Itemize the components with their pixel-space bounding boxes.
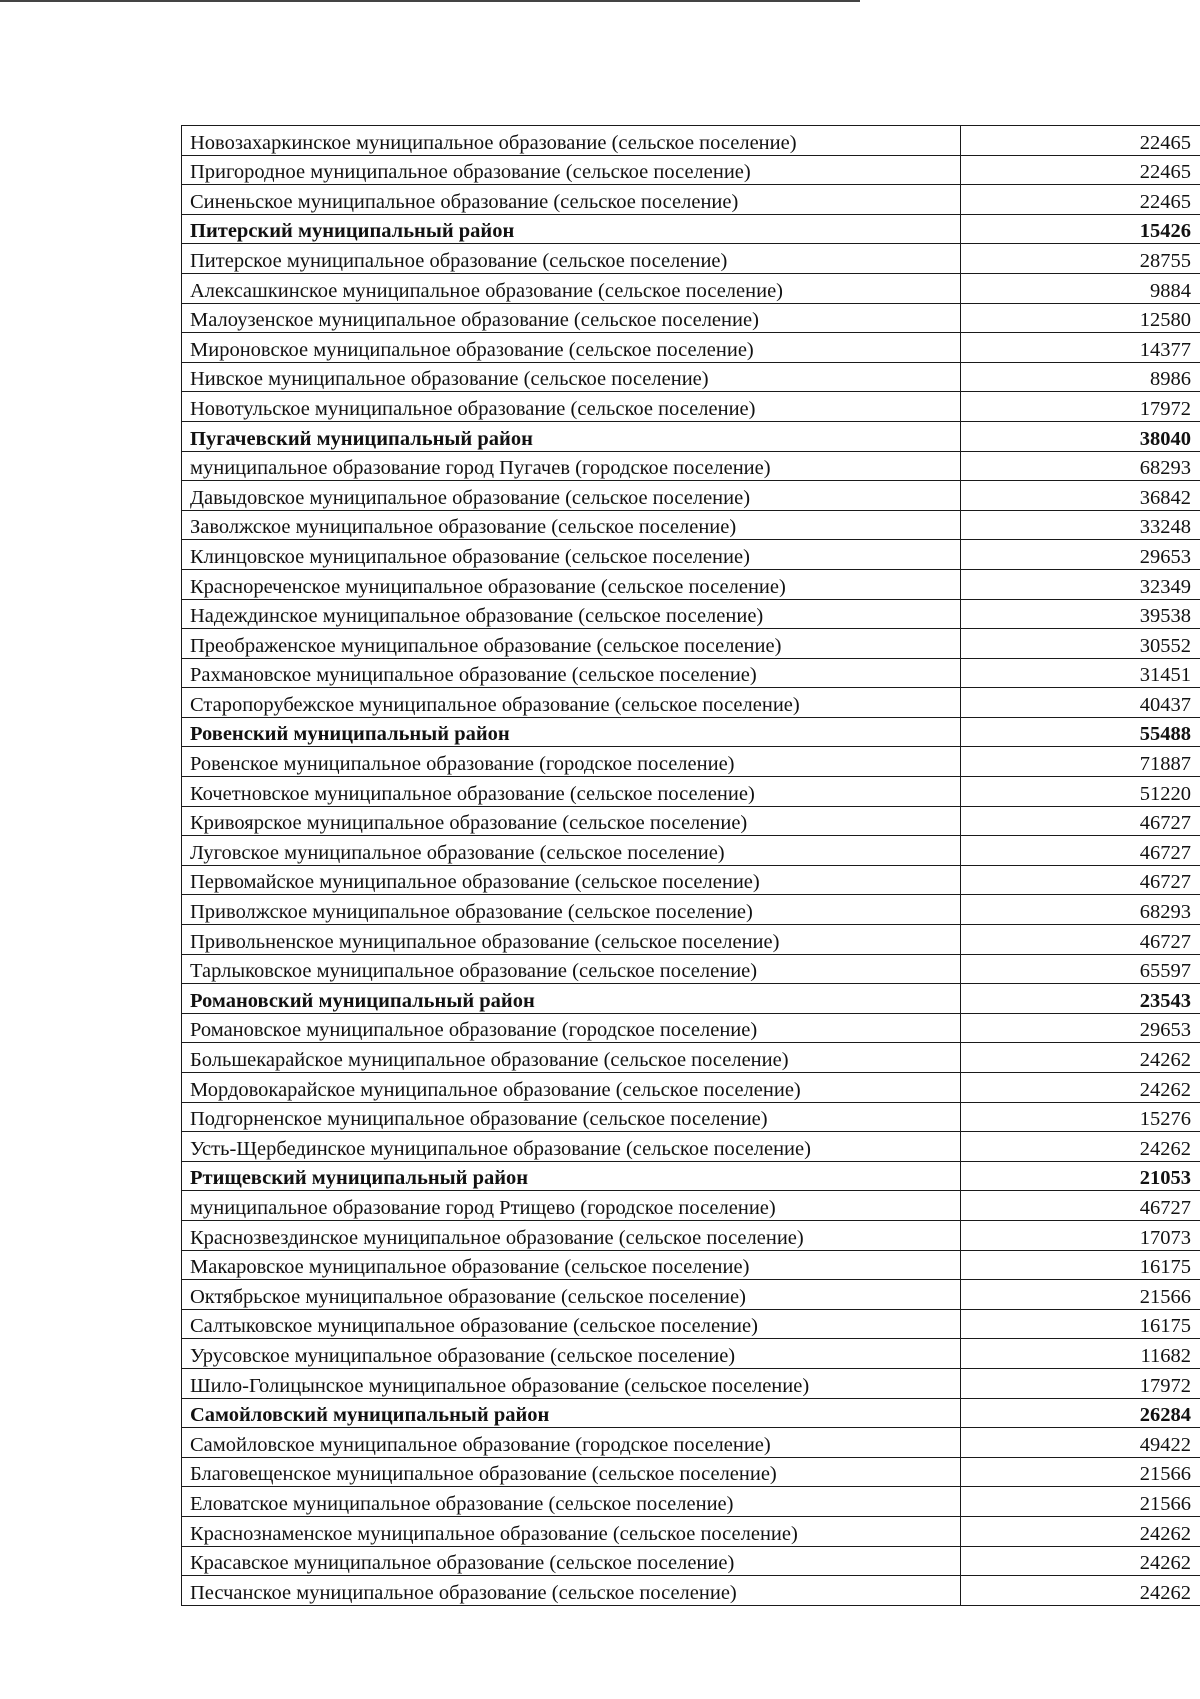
settlement-name-cell: Еловатское муниципальное образование (сельское поселение) [182, 1487, 961, 1517]
settlement-name-cell: Луговское муниципальное образование (сельское поселение) [182, 836, 961, 866]
settlement-name-cell: Октябрьское муниципальное образование (сельское поселение) [182, 1280, 961, 1310]
district-row [182, 421, 1200, 451]
settlement-amount-cell: 46727 [961, 806, 1200, 836]
settlement-row [182, 688, 1200, 718]
settlement-row [182, 777, 1200, 807]
settlement-amount-cell: 30552 [961, 629, 1200, 659]
settlement-row [182, 747, 1200, 777]
settlement-name-cell: Новотульское муниципальное образование (сельское поселение) [182, 392, 961, 422]
settlement-amount-cell: 39538 [961, 599, 1200, 629]
settlement-row [182, 1013, 1200, 1043]
settlement-row [182, 303, 1200, 333]
settlement-name-cell: Старопорубежское муниципальное образование (сельское поселение) [182, 688, 961, 718]
settlement-amount-cell: 29653 [961, 540, 1200, 570]
settlement-name-cell: Давыдовское муниципальное образование (сельское поселение) [182, 481, 961, 511]
settlement-row [182, 510, 1200, 540]
settlement-row [182, 392, 1200, 422]
settlement-amount-cell: 24262 [961, 1043, 1200, 1073]
settlement-row [182, 1191, 1200, 1221]
settlement-row [182, 1250, 1200, 1280]
settlement-amount-cell: 49422 [961, 1428, 1200, 1458]
settlement-name-cell: Малоузенское муниципальное образование (сельское поселение) [182, 303, 961, 333]
settlement-name-cell: Самойловское муниципальное образование (городское поселение) [182, 1428, 961, 1458]
settlement-name-cell: Кривоярское муниципальное образование (сельское поселение) [182, 806, 961, 836]
settlement-amount-cell: 17073 [961, 1220, 1200, 1250]
settlement-amount-cell: 31451 [961, 658, 1200, 688]
settlement-row [182, 954, 1200, 984]
settlement-amount-cell: 12580 [961, 303, 1200, 333]
scan-top-edge [0, 0, 860, 2]
table-body [182, 126, 1200, 1606]
settlement-name-cell: Песчанское муниципальное образование (сельское поселение) [182, 1576, 961, 1606]
district-row [182, 717, 1200, 747]
settlement-amount-cell: 11682 [961, 1339, 1200, 1369]
settlement-row [182, 569, 1200, 599]
settlement-name-cell: Макаровское муниципальное образование (сельское поселение) [182, 1250, 961, 1280]
settlement-name-cell: Романовское муниципальное образование (городское поселение) [182, 1013, 961, 1043]
settlement-amount-cell: 68293 [961, 895, 1200, 925]
settlement-amount-cell: 16175 [961, 1250, 1200, 1280]
settlement-amount-cell: 24262 [961, 1546, 1200, 1576]
settlement-name-cell: Новозахаркинское муниципальное образование (сельское поселение) [182, 126, 961, 156]
settlement-amount-cell: 21566 [961, 1457, 1200, 1487]
district-amount-cell: 21053 [961, 1161, 1200, 1191]
settlement-row [182, 1043, 1200, 1073]
settlement-row [182, 658, 1200, 688]
settlement-name-cell: Преображенское муниципальное образование (сельское поселение) [182, 629, 961, 659]
settlement-name-cell: Привольненское муниципальное образование (сельское поселение) [182, 925, 961, 955]
settlement-name-cell: Краснознаменское муниципальное образование (сельское поселение) [182, 1516, 961, 1546]
settlement-amount-cell: 36842 [961, 481, 1200, 511]
settlement-name-cell: Пригородное муниципальное образование (сельское поселение) [182, 155, 961, 185]
settlement-amount-cell: 46727 [961, 925, 1200, 955]
settlement-row [182, 629, 1200, 659]
settlement-amount-cell: 14377 [961, 333, 1200, 363]
district-amount-cell: 26284 [961, 1398, 1200, 1428]
settlement-amount-cell: 29653 [961, 1013, 1200, 1043]
settlement-amount-cell: 22465 [961, 126, 1200, 156]
settlement-row [182, 1132, 1200, 1162]
settlement-amount-cell: 32349 [961, 569, 1200, 599]
settlement-row [182, 895, 1200, 925]
settlement-amount-cell: 17972 [961, 392, 1200, 422]
settlement-row [182, 1368, 1200, 1398]
settlement-amount-cell: 15276 [961, 1102, 1200, 1132]
settlement-amount-cell: 24262 [961, 1516, 1200, 1546]
settlement-amount-cell: 24262 [961, 1576, 1200, 1606]
settlement-name-cell: Тарлыковское муниципальное образование (сельское поселение) [182, 954, 961, 984]
settlement-row [182, 1220, 1200, 1250]
settlement-row [182, 836, 1200, 866]
settlement-amount-cell: 24262 [961, 1132, 1200, 1162]
settlement-amount-cell: 8986 [961, 362, 1200, 392]
settlement-name-cell: Алексашкинское муниципальное образование (сельское поселение) [182, 273, 961, 303]
district-amount-cell: 23543 [961, 984, 1200, 1014]
settlement-row [182, 1457, 1200, 1487]
settlement-row [182, 244, 1200, 274]
district-name-cell: Пугачевский муниципальный район [182, 421, 961, 451]
settlement-name-cell: Рахмановское муниципальное образование (сельское поселение) [182, 658, 961, 688]
district-name-cell: Ровенский муниципальный район [182, 717, 961, 747]
settlement-row [182, 155, 1200, 185]
settlement-name-cell: Благовещенское муниципальное образование (сельское поселение) [182, 1457, 961, 1487]
settlement-row [182, 1576, 1200, 1606]
settlement-amount-cell: 71887 [961, 747, 1200, 777]
settlement-row [182, 1280, 1200, 1310]
settlement-row [182, 1546, 1200, 1576]
settlement-name-cell: Заволжское муниципальное образование (сельское поселение) [182, 510, 961, 540]
district-name-cell: Самойловский муниципальный район [182, 1398, 961, 1428]
settlement-amount-cell: 51220 [961, 777, 1200, 807]
settlement-name-cell: Приволжское муниципальное образование (сельское поселение) [182, 895, 961, 925]
settlement-row [182, 126, 1200, 156]
settlement-name-cell: Кочетновское муниципальное образование (сельское поселение) [182, 777, 961, 807]
settlement-name-cell: Краснозвездинское муниципальное образование (сельское поселение) [182, 1220, 961, 1250]
settlement-amount-cell: 17972 [961, 1368, 1200, 1398]
district-row [182, 1398, 1200, 1428]
settlement-amount-cell: 22465 [961, 185, 1200, 215]
settlement-name-cell: Первомайское муниципальное образование (сельское поселение) [182, 865, 961, 895]
settlement-name-cell: Питерское муниципальное образование (сельское поселение) [182, 244, 961, 274]
settlement-name-cell: Клинцовское муниципальное образование (сельское поселение) [182, 540, 961, 570]
settlement-name-cell: муниципальное образование город Пугачев (городское поселение) [182, 451, 961, 481]
settlement-row [182, 925, 1200, 955]
district-row [182, 984, 1200, 1014]
settlement-name-cell: Большекарайское муниципальное образование (сельское поселение) [182, 1043, 961, 1073]
settlement-amount-cell: 22465 [961, 155, 1200, 185]
settlement-row [182, 540, 1200, 570]
settlement-row [182, 599, 1200, 629]
settlement-amount-cell: 9884 [961, 273, 1200, 303]
settlement-name-cell: Шило-Голицынское муниципальное образование (сельское поселение) [182, 1368, 961, 1398]
settlement-amount-cell: 33248 [961, 510, 1200, 540]
settlement-row [182, 1309, 1200, 1339]
settlement-name-cell: Усть-Щербединское муниципальное образование (сельское поселение) [182, 1132, 961, 1162]
settlement-name-cell: Мордовокарайское муниципальное образование (сельское поселение) [182, 1073, 961, 1103]
settlement-amount-cell: 46727 [961, 1191, 1200, 1221]
settlement-row [182, 333, 1200, 363]
district-amount-cell: 38040 [961, 421, 1200, 451]
settlement-amount-cell: 21566 [961, 1487, 1200, 1517]
settlement-name-cell: Мироновское муниципальное образование (сельское поселение) [182, 333, 961, 363]
settlement-amount-cell: 16175 [961, 1309, 1200, 1339]
settlement-row [182, 806, 1200, 836]
settlement-name-cell: Ровенское муниципальное образование (городское поселение) [182, 747, 961, 777]
settlement-name-cell: муниципальное образование город Ртищево (городское поселение) [182, 1191, 961, 1221]
district-row [182, 1161, 1200, 1191]
district-name-cell: Питерский муниципальный район [182, 214, 961, 244]
settlement-row [182, 865, 1200, 895]
settlement-row [182, 273, 1200, 303]
settlement-name-cell: Краснореченское муниципальное образование (сельское поселение) [182, 569, 961, 599]
settlement-name-cell: Урусовское муниципальное образование (сельское поселение) [182, 1339, 961, 1369]
settlement-name-cell: Салтыковское муниципальное образование (сельское поселение) [182, 1309, 961, 1339]
settlement-row [182, 1102, 1200, 1132]
district-row [182, 214, 1200, 244]
allocation-table [181, 125, 1200, 1606]
settlement-row [182, 451, 1200, 481]
settlement-row [182, 1487, 1200, 1517]
settlement-amount-cell: 46727 [961, 836, 1200, 866]
settlement-name-cell: Подгорненское муниципальное образование (сельское поселение) [182, 1102, 961, 1132]
district-amount-cell: 15426 [961, 214, 1200, 244]
settlement-row [182, 185, 1200, 215]
district-amount-cell: 55488 [961, 717, 1200, 747]
settlement-row [182, 1073, 1200, 1103]
settlement-name-cell: Нивское муниципальное образование (сельское поселение) [182, 362, 961, 392]
settlement-row [182, 1428, 1200, 1458]
settlement-amount-cell: 28755 [961, 244, 1200, 274]
settlement-amount-cell: 24262 [961, 1073, 1200, 1103]
settlement-amount-cell: 65597 [961, 954, 1200, 984]
settlement-row [182, 1339, 1200, 1369]
settlement-row [182, 1516, 1200, 1546]
settlement-name-cell: Красавское муниципальное образование (сельское поселение) [182, 1546, 961, 1576]
settlement-amount-cell: 68293 [961, 451, 1200, 481]
settlement-row [182, 362, 1200, 392]
settlement-amount-cell: 40437 [961, 688, 1200, 718]
settlement-amount-cell: 21566 [961, 1280, 1200, 1310]
settlement-name-cell: Синеньское муниципальное образование (сельское поселение) [182, 185, 961, 215]
district-name-cell: Романовский муниципальный район [182, 984, 961, 1014]
settlement-row [182, 481, 1200, 511]
district-name-cell: Ртищевский муниципальный район [182, 1161, 961, 1191]
settlement-name-cell: Надеждинское муниципальное образование (сельское поселение) [182, 599, 961, 629]
settlement-amount-cell: 46727 [961, 865, 1200, 895]
